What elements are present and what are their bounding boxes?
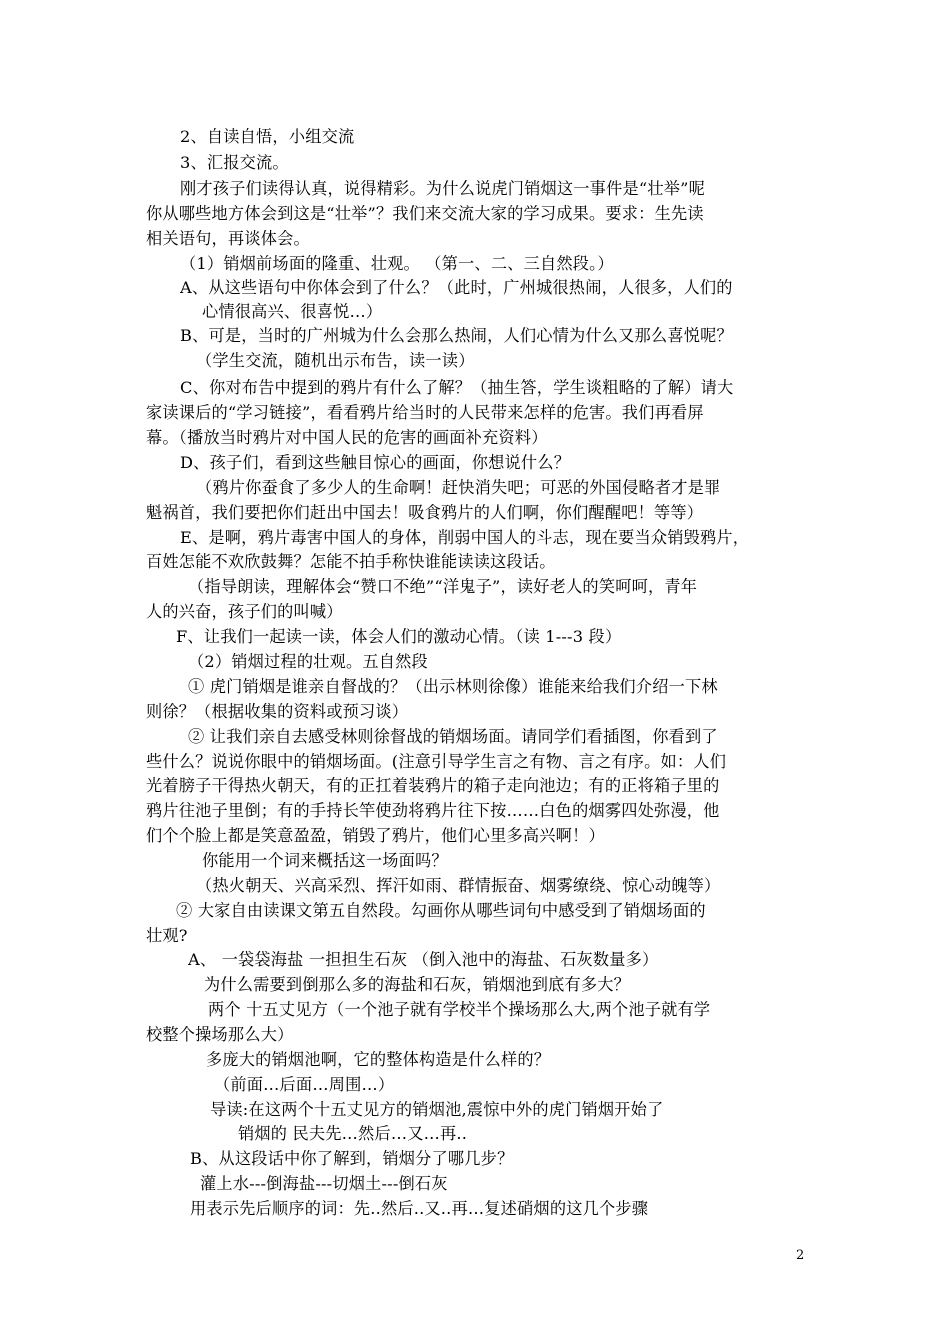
text-line: 相关语句，再谈体会。 <box>146 229 310 248</box>
text-line: ① 虎门销烟是谁亲自督战的？（出示林则徐像）谁能来给我们介绍一下林 <box>188 677 718 696</box>
text-line: 3、汇报交流。 <box>180 153 289 172</box>
page-number: 2 <box>796 1248 805 1263</box>
text-line: D、孩子们，看到这些触目惊心的画面，你想说什么？ <box>180 453 571 472</box>
text-line: 刚才孩子们读得认真，说得精彩。为什么说虎门销烟这一事件是“壮举”呢 <box>180 179 705 198</box>
text-line: A、 一袋袋海盐 一担担生石灰 （倒入池中的海盐、石灰数量多） <box>188 950 659 969</box>
text-line: 用表示先后顺序的词：先..然后..又..再…复述硝烟的这几个步骤 <box>190 1199 649 1218</box>
text-line: 2、自读自悟，小组交流 <box>180 127 355 146</box>
text-line: 为什么需要到倒那么多的海盐和石灰，销烟池到底有多大？ <box>204 975 631 994</box>
text-line: 鸦片往池子里倒；有的手持长竿使劲将鸦片往下按……白色的烟雾四处弥漫，他 <box>146 801 720 820</box>
text-line: 壮观? <box>146 926 188 945</box>
text-line: 校整个操场那么大） <box>146 1025 294 1044</box>
text-line: C、你对布告中提到的鸦片有什么了解？（抽生答，学生谈粗略的了解）请大 <box>180 378 734 397</box>
text-line: （热火朝天、兴高采烈、挥汗如雨、群情振奋、烟雾缭绕、惊心动魄等） <box>196 876 721 895</box>
text-line: （指导朗读，理解体会“赞口不绝”“洋鬼子”，读好老人的笑呵呵，青年 <box>188 577 698 596</box>
text-line: 你从哪些地方体会到这是“壮举”？我们来交流大家的学习成果。要求：生先读 <box>146 204 704 223</box>
text-line: 光着膀子干得热火朝天，有的正扛着装鸦片的箱子走向池边；有的正将箱子里的 <box>146 776 720 795</box>
text-line: 人的兴奋，孩子们的叫喊） <box>146 602 343 621</box>
text-line: E、是啊，鸦片毒害中国人的身体，削弱中国人的斗志，现在要当众销毁鸦片， <box>180 528 750 547</box>
text-line: 灌上水---倒海盐---切烟土---倒石灰 <box>200 1174 448 1193</box>
text-line: （前面…后面…周围…） <box>214 1075 395 1094</box>
text-line: F、让我们一起读一读，体会人们的激动心情。（读 1---3 段） <box>176 627 622 646</box>
text-line: 导读:在这两个十五丈见方的销烟池,震惊中外的虎门销烟开始了 <box>210 1100 664 1119</box>
text-line: （1）销烟前场面的隆重、壮观。 （第一、二、三自然段。） <box>180 254 614 273</box>
text-line: ② 大家自由读课文第五自然段。勾画你从哪些词句中感受到了销烟场面的 <box>176 901 706 920</box>
text-line: （2）销烟过程的壮观。五自然段 <box>188 652 428 671</box>
text-line: ② 让我们亲自去感受林则徐督战的销烟场面。请同学们看插图，你看到了 <box>188 727 718 746</box>
text-line: B、从这段话中你了解到，销烟分了哪几步？ <box>190 1149 514 1168</box>
text-line: 销烟的 民夫先…然后…又…再.. <box>238 1124 468 1143</box>
text-line: （鸦片你蚕食了多少人的生命啊！赶快消失吧；可恶的外国侵略者才是罪 <box>196 478 721 497</box>
text-line: 魁祸首，我们要把你们赶出中国去！吸食鸦片的人们啊，你们醒醒吧！等等） <box>146 503 704 522</box>
text-line: 心情很高兴、很喜悦…） <box>202 302 383 321</box>
text-line: 家读课后的“学习链接”，看看鸦片给当时的人民带来怎样的危害。我们再看屏 <box>146 403 704 422</box>
text-line: B、可是，当时的广州城为什么会那么热闹，人们心情为什么又那么喜悦呢？ <box>180 326 733 345</box>
text-line: 你能用一个词来概括这一场面吗？ <box>202 851 448 870</box>
text-line: 两个 十五丈见方（一个池子就有学校半个操场那么大,两个池子就有学 <box>208 1000 711 1019</box>
text-line: 则徐？（根据收集的资料或预习谈） <box>146 702 409 721</box>
text-line: （学生交流，随机出示布告，读一读） <box>196 351 475 370</box>
text-line: 多庞大的销烟池啊，它的整体构造是什么样的？ <box>206 1050 551 1069</box>
text-line: 们个个脸上都是笑意盈盈，销毁了鸦片，他们心里多高兴啊！） <box>146 826 605 845</box>
text-line: 幕。（播放当时鸦片对中国人民的危害的画面补充资料） <box>146 428 548 447</box>
text-line: 些什么？说说你眼中的销烟场面。(注意引导学生言之有物、言之有序。如：人们 <box>146 752 727 771</box>
text-line: A、从这些语句中你体会到了什么？（此时，广州城很热闹，人很多，人们的 <box>180 278 733 297</box>
text-line: 百姓怎能不欢欣鼓舞？怎能不拍手称快谁能读读这段话。 <box>146 552 556 571</box>
